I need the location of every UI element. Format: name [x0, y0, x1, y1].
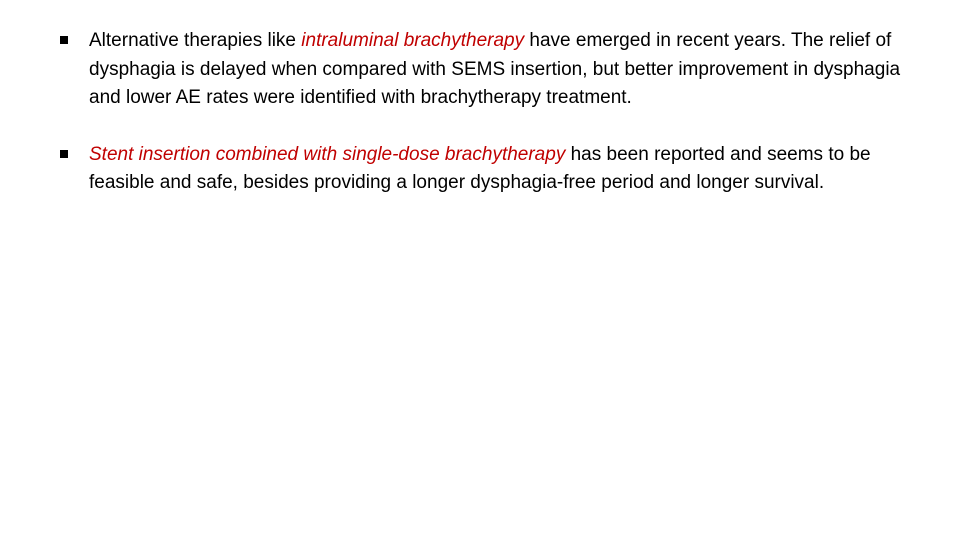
bullet-text-lead: Alternative therapies like: [89, 30, 302, 51]
square-bullet-icon: [60, 36, 68, 44]
square-bullet-icon: [60, 150, 68, 158]
bullet-item-brachytherapy: [60, 27, 930, 113]
bullet-text-rest: have emerged in recent years. The relief of dysphagia is delayed when compared with SEMS insertion, but better improvement in dysphagia and lower AE rates were identified with brachytherapy treatment.: [89, 30, 901, 108]
bullet-list: [60, 27, 930, 226]
bullet-item-stent-insertion: [60, 141, 930, 198]
bullet-highlight: Stent insertion combined with single-dose brachytherapy: [89, 143, 566, 165]
bullet-highlight: intraluminal brachytherapy: [301, 30, 525, 51]
bullet-text-rest: has been reported and seems to be feasible and safe, besides providing a longer dysphagia-free period and longer survival.: [89, 143, 871, 193]
